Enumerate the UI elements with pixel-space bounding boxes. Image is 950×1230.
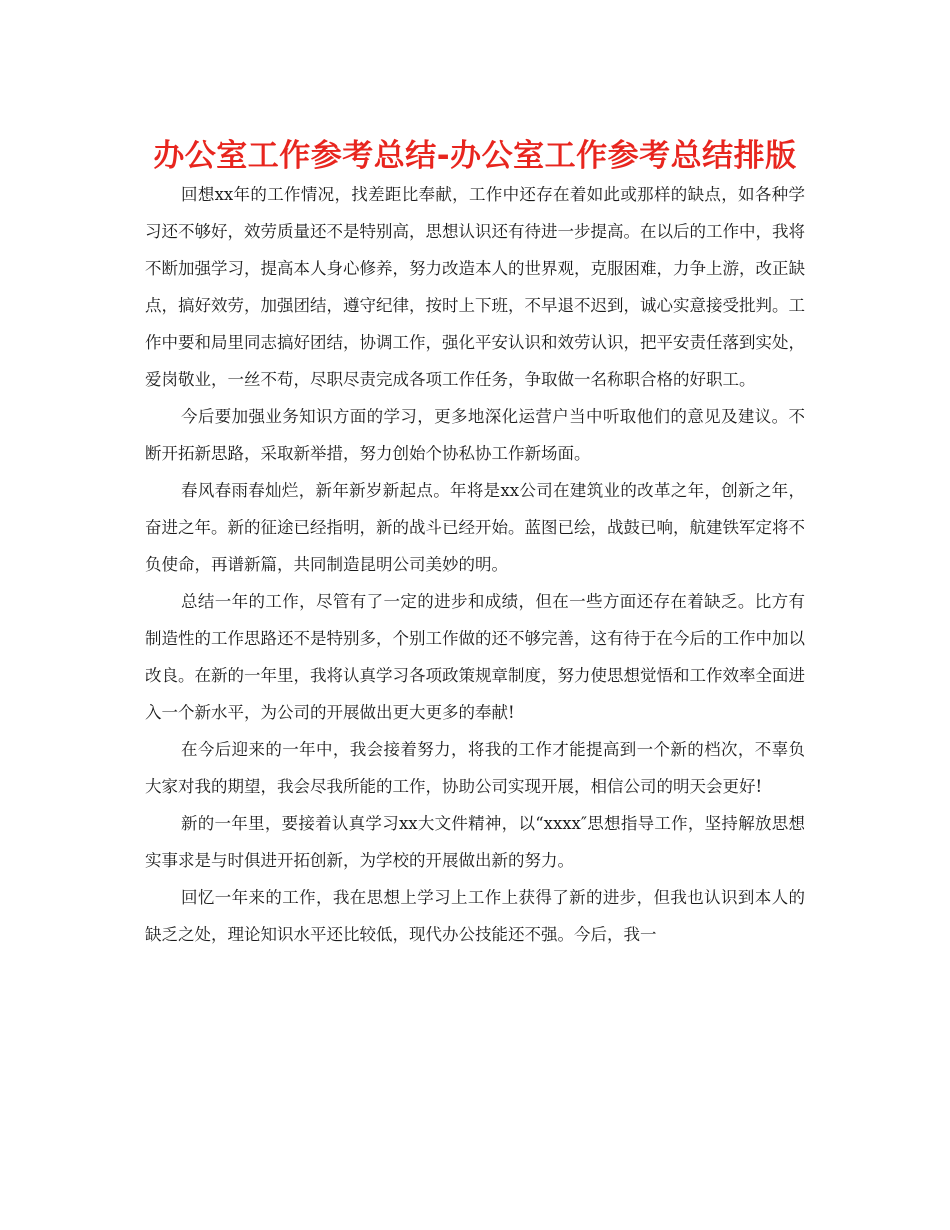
paragraph-1: 回想xx年的工作情况，找差距比奉献，工作中还存在着如此或那样的缺点，如各种学习还不够好，效劳质量还不是特别高，思想认识还有待进一步提高。在以后的工作中，我将不断加强学习，提高本人身心修养，努力改造本人的世界观，克服困难，力争上游，改正缺点，搞好效劳，加强团结，遵守纪律，按时上下班，不早退不迟到，诚心实意接受批判。工作中要和局里同志搞好团结，协调工作，强化平安认识和效劳认识，把平安责任落到实处，爱岗敬业，一丝不苟，尽职尽责完成各项工作任务，争取做一名称职合格的好职工。 [145,185,805,389]
paragraph-2: 今后要加强业务知识方面的学习，更多地深化运营户当中听取他们的意见及建议。不断开拓新思路，采取新举措，努力创始个协私协工作新场面。 [145,407,805,463]
document-body [145,176,805,953]
paragraph-5: 在今后迎来的一年中，我会接着努力，将我的工作才能提高到一个新的档次，不辜负大家对我的期望，我会尽我所能的工作，协助公司实现开展，相信公司的明天会更好! [145,740,805,796]
document-title: 办公室工作参考总结-办公室工作参考总结排版 [153,138,797,174]
paragraph-3: 春风春雨春灿烂，新年新岁新起点。年将是xx公司在建筑业的改革之年，创新之年，奋进之年。新的征途已经指明，新的战斗已经开始。蓝图已绘，战鼓已响，航建铁军定将不负使命，再谱新篇，共同制造昆明公司美妙的明。 [145,481,805,574]
paragraph-4: 总结一年的工作，尽管有了一定的进步和成绩，但在一些方面还存在着缺乏。比方有制造性的工作思路还不是特别多，个别工作做的还不够完善，这有待于在今后的工作中加以改良。在新的一年里，我将认真学习各项政策规章制度，努力使思想觉悟和工作效率全面进入一个新水平，为公司的开展做出更大更多的奉献! [145,592,805,722]
paragraph-6: 新的一年里，要接着认真学习xx大文件精神，以“xxxx″思想指导工作，坚持解放思想实事求是与时俱进开拓创新，为学校的开展做出新的努力。 [145,814,805,870]
paragraph-7: 回忆一年来的工作，我在思想上学习上工作上获得了新的进步，但我也认识到本人的缺乏之处，理论知识水平还比较低，现代办公技能还不强。今后，我一 [145,888,805,944]
